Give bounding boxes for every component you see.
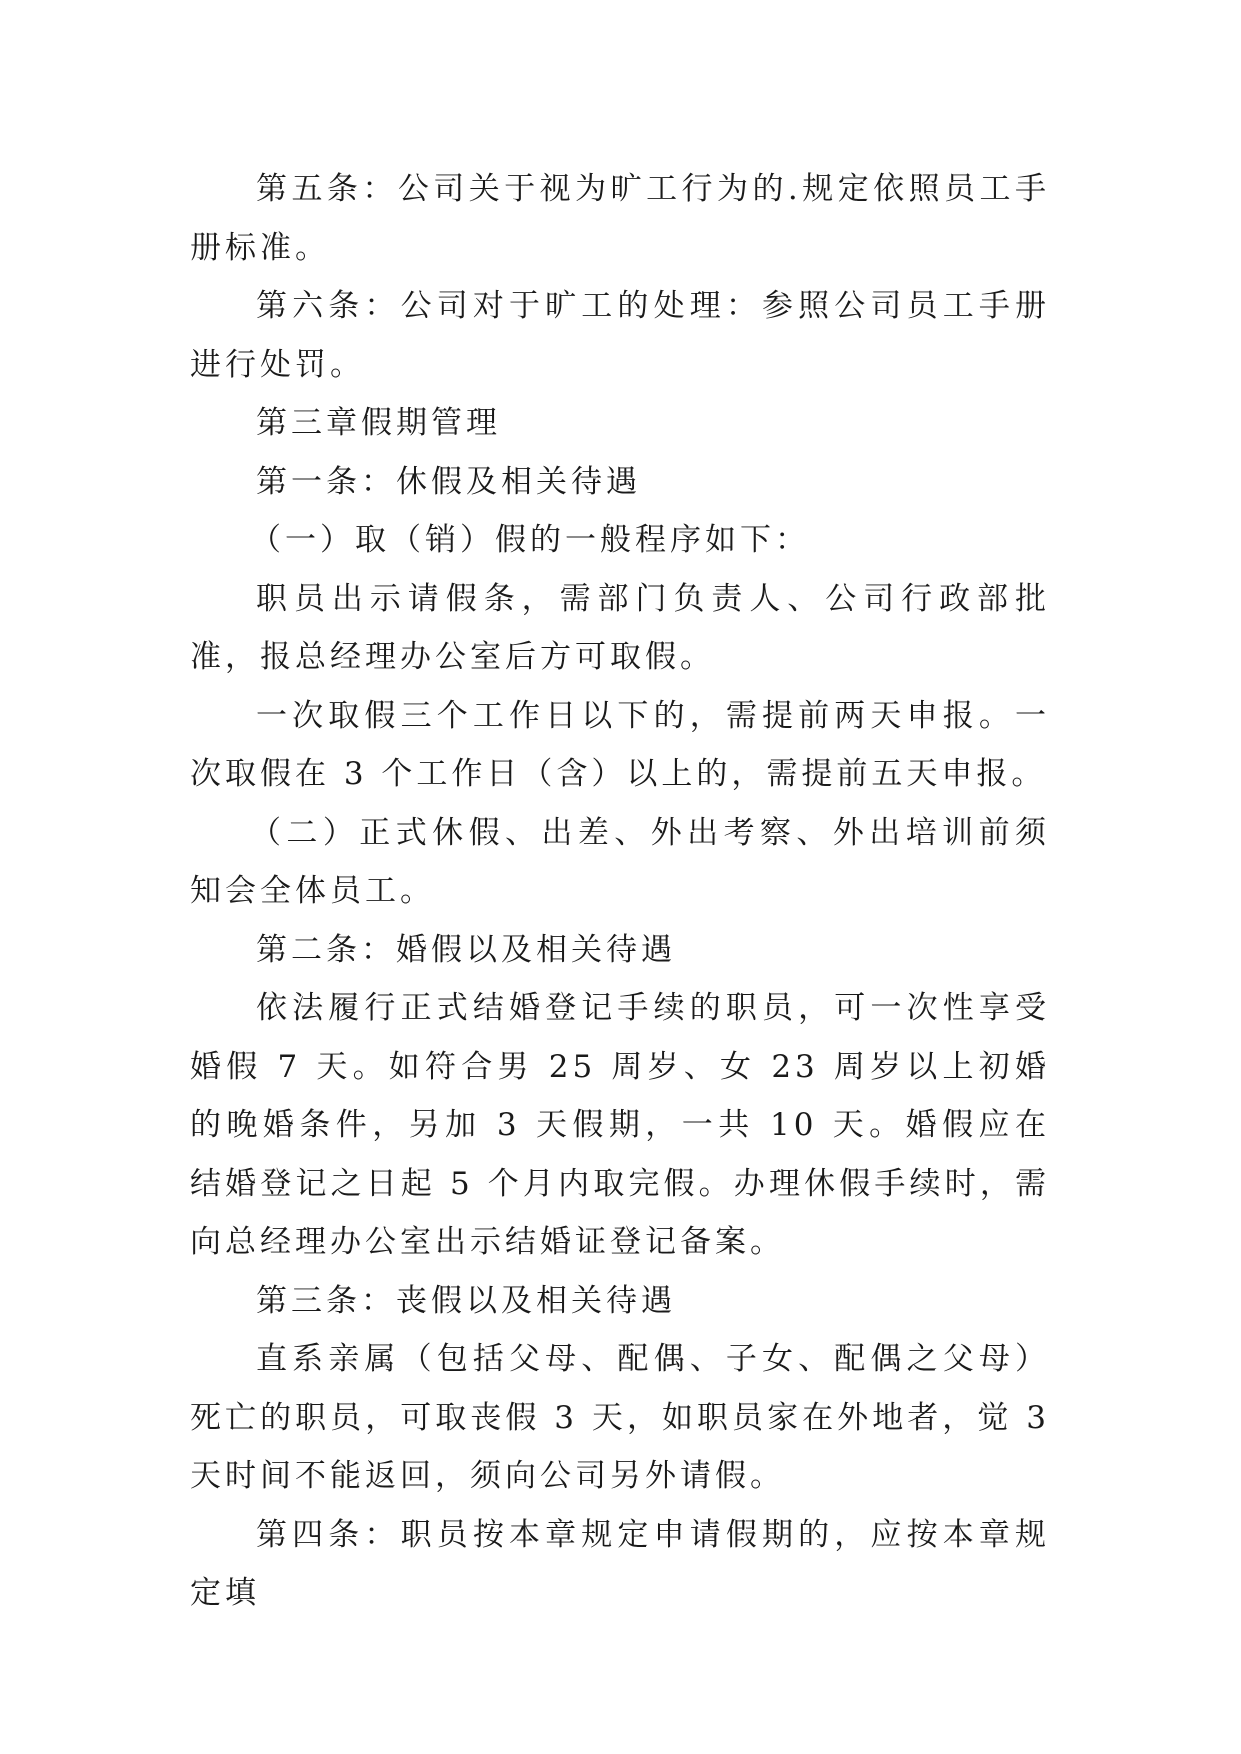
document-body — [190, 160, 1050, 1623]
article-4-paragraph: 第四条：职员按本章规定申请假期的，应按本章规定填 — [190, 1516, 1050, 1611]
article-1-heading: 第一条：休假及相关待遇 — [256, 463, 641, 500]
section-2-paragraph: （二）正式休假、出差、外出考察、外出培训前须知会全体员工。 — [190, 814, 1050, 909]
chapter-3-heading: 第三章假期管理 — [256, 405, 501, 441]
bereavement-leave-paragraph: 直系亲属（包括父母、配偶、子女、配偶之父母）死亡的职员，可取丧假 3 天，如职员家在外地者，觉 3 天时间不能返回，须向公司另外请假。 — [190, 1341, 1050, 1494]
article-5-absenteeism-definition: 第五条：公司关于视为旷工行为的.规定依照员工手册标准。 — [190, 171, 1050, 266]
leave-notice-paragraph: 一次取假三个工作日以下的，需提前两天申报。一次取假在 3 个工作日（含）以上的，需提前五天申报。 — [190, 697, 1050, 792]
leave-procedure-paragraph: 职员出示请假条，需部门负责人、公司行政部批准，报总经理办公室后方可取假。 — [190, 580, 1050, 675]
article-3-heading: 第三条：丧假以及相关待遇 — [256, 1282, 676, 1319]
section-1-heading: （一）取（销）假的一般程序如下： — [250, 522, 810, 558]
article-6-absenteeism-handling: 第六条：公司对于旷工的处理：参照公司员工手册进行处罚。 — [190, 288, 1050, 383]
marriage-leave-paragraph: 依法履行正式结婚登记手续的职员，可一次性享受婚假 7 天。如符合男 25 周岁、女 23 周岁以上初婚的晚婚条件，另加 3 天假期，一共 10 天。婚假应在结婚登记之日起 5 个月内取完假。办理休假手续时，需向总经理办公室出示结婚证登记备案。 — [190, 990, 1050, 1260]
article-2-heading: 第二条：婚假以及相关待遇 — [256, 931, 676, 968]
